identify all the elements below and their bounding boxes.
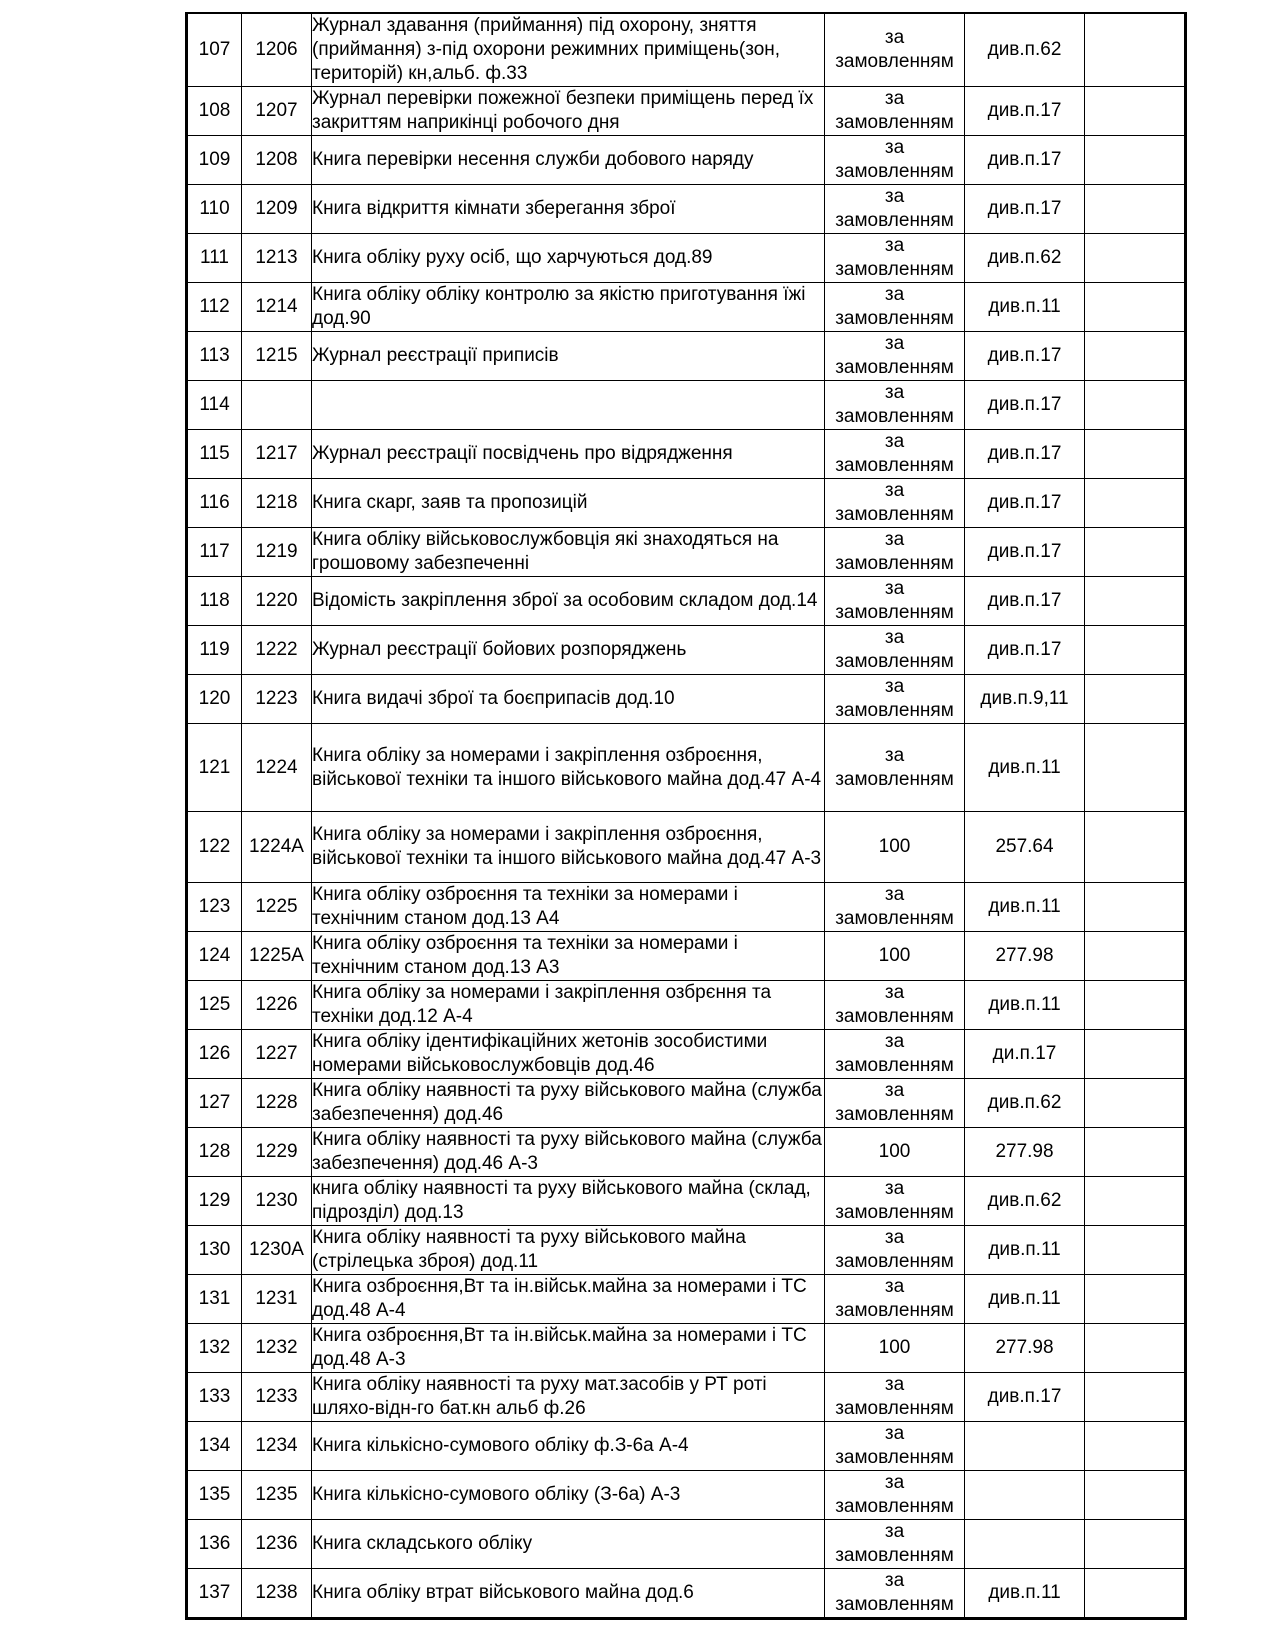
table-row <box>187 675 1186 724</box>
quantity-text: замовленням <box>835 406 954 427</box>
quantity-text: за <box>884 1472 905 1493</box>
form-code-cell: 1213 <box>242 234 312 283</box>
form-code-cell: 1229 <box>242 1128 312 1177</box>
row-number-cell: 131 <box>187 1275 242 1324</box>
note-cell <box>1085 430 1186 479</box>
quantity-text: 100 <box>878 836 911 857</box>
quantity-cell <box>825 1079 965 1128</box>
row-number-cell: 134 <box>187 1422 242 1471</box>
note-cell <box>1085 1226 1186 1275</box>
note-cell <box>1085 1520 1186 1569</box>
price-cell: див.п.11 <box>965 883 1085 932</box>
row-number-cell: 122 <box>187 812 242 883</box>
quantity-cell <box>825 87 965 136</box>
note-cell <box>1085 1324 1186 1373</box>
note-cell <box>1085 1373 1186 1422</box>
note-cell <box>1085 577 1186 626</box>
price-cell: див.п.62 <box>965 1079 1085 1128</box>
quantity-cell <box>825 1373 965 1422</box>
table-row <box>187 883 1186 932</box>
table-row <box>187 1520 1186 1569</box>
price-cell: 277.98 <box>965 932 1085 981</box>
form-code-cell: 1238 <box>242 1569 312 1619</box>
quantity-cell <box>825 528 965 577</box>
form-code-cell: 1227 <box>242 1030 312 1079</box>
quantity-cell <box>825 283 965 332</box>
form-code-cell: 1230 <box>242 1177 312 1226</box>
note-cell <box>1085 1177 1186 1226</box>
quantity-cell <box>825 1275 965 1324</box>
form-code-cell: 1208 <box>242 136 312 185</box>
form-name-cell: Книга обліку за номерами і закріплення озброєння, військової техніки та іншого військового майна дод.47 А-3 <box>312 812 825 883</box>
note-cell <box>1085 812 1186 883</box>
quantity-text: замовленням <box>835 1202 954 1223</box>
form-name-cell: Журнал здавання (приймання) під охорону, зняття (приймання) з-під охорони режимних приміщень(зон, територій) кн,альб. ф.33 <box>312 13 825 87</box>
price-cell: див.п.11 <box>965 1226 1085 1275</box>
quantity-cell <box>825 981 965 1030</box>
quantity-text: замовленням <box>835 1251 954 1272</box>
quantity-text: за <box>884 431 905 452</box>
table-row <box>187 932 1186 981</box>
table-row <box>187 1128 1186 1177</box>
form-name-cell: Журнал перевірки пожежної безпеки приміщень перед їх закриттям наприкінці робочого дня <box>312 87 825 136</box>
row-number-cell: 111 <box>187 234 242 283</box>
row-number-cell: 119 <box>187 626 242 675</box>
table-body <box>187 13 1186 1619</box>
note-cell <box>1085 1030 1186 1079</box>
form-code-cell: 1225А <box>242 932 312 981</box>
quantity-text: за <box>884 1423 905 1444</box>
form-code-cell: 1218 <box>242 479 312 528</box>
quantity-cell <box>825 577 965 626</box>
row-number-cell: 117 <box>187 528 242 577</box>
table-row <box>187 1422 1186 1471</box>
table-row <box>187 234 1186 283</box>
row-number-cell: 124 <box>187 932 242 981</box>
quantity-text: за <box>884 1276 905 1297</box>
price-cell: див.п.17 <box>965 381 1085 430</box>
note-cell <box>1085 528 1186 577</box>
quantity-text: 100 <box>878 1141 911 1162</box>
note-cell <box>1085 185 1186 234</box>
form-code-cell: 1220 <box>242 577 312 626</box>
quantity-text: за <box>884 744 905 766</box>
quantity-cell <box>825 185 965 234</box>
quantity-text: за <box>884 627 905 648</box>
form-name-cell: Книга обліку за номерами і закріплення озброєння, військової техніки та іншого військового майна дод.47 А-4 <box>312 724 825 812</box>
form-code-cell: 1232 <box>242 1324 312 1373</box>
row-number-cell: 125 <box>187 981 242 1030</box>
quantity-text: замовленням <box>835 768 954 790</box>
row-number-cell: 112 <box>187 283 242 332</box>
quantity-text: замовленням <box>835 210 954 231</box>
quantity-text: за <box>884 1374 905 1395</box>
quantity-text: за <box>884 1570 905 1591</box>
row-number-cell: 121 <box>187 724 242 812</box>
table-row <box>187 185 1186 234</box>
table-row <box>187 528 1186 577</box>
form-code-cell: 1209 <box>242 185 312 234</box>
note-cell <box>1085 1128 1186 1177</box>
quantity-text: замовленням <box>835 1594 954 1615</box>
price-cell: див.п.11 <box>965 1275 1085 1324</box>
note-cell <box>1085 283 1186 332</box>
table-row <box>187 1471 1186 1520</box>
price-cell: див.п.17 <box>965 136 1085 185</box>
table-row <box>187 13 1186 87</box>
form-name-cell: Журнал реєстрації посвідчень про відрядження <box>312 430 825 479</box>
form-name-cell: Книга кількісно-сумового обліку (З-6а) А-3 <box>312 1471 825 1520</box>
form-name-cell: Книга обліку військовослужбовція які знаходяться на грошовому забезпеченні <box>312 528 825 577</box>
price-cell: 277.98 <box>965 1324 1085 1373</box>
quantity-cell <box>825 1471 965 1520</box>
form-name-cell: Книга відкриття кімнати зберегання зброї <box>312 185 825 234</box>
quantity-cell <box>825 812 965 883</box>
note-cell <box>1085 332 1186 381</box>
row-number-cell: 115 <box>187 430 242 479</box>
note-cell <box>1085 932 1186 981</box>
form-name-cell: Книга скарг, заяв та пропозицій <box>312 479 825 528</box>
form-code-cell: 1234 <box>242 1422 312 1471</box>
quantity-text: замовленням <box>835 1104 954 1125</box>
price-cell: див.п.9,11 <box>965 675 1085 724</box>
price-cell: див.п.11 <box>965 724 1085 812</box>
form-name-cell: Книга озброєння,Вт та ін.військ.майна за номерами і ТС дод.48 А-3 <box>312 1324 825 1373</box>
quantity-text: замовленням <box>835 504 954 525</box>
table-row <box>187 1569 1186 1619</box>
note-cell <box>1085 1422 1186 1471</box>
quantity-cell <box>825 1324 965 1373</box>
quantity-cell <box>825 675 965 724</box>
form-code-cell: 1222 <box>242 626 312 675</box>
note-cell <box>1085 234 1186 283</box>
quantity-cell <box>825 724 965 812</box>
quantity-text: за <box>884 1227 905 1248</box>
row-number-cell: 126 <box>187 1030 242 1079</box>
quantity-cell <box>825 1128 965 1177</box>
quantity-text: за <box>884 235 905 256</box>
quantity-cell <box>825 234 965 283</box>
table-row <box>187 1324 1186 1373</box>
price-cell: див.п.62 <box>965 234 1085 283</box>
form-code-cell: 1224А <box>242 812 312 883</box>
price-cell: див.п.17 <box>965 332 1085 381</box>
form-name-cell: Книга обліку озброєння та техніки за номерами і технічним станом дод.13 А3 <box>312 932 825 981</box>
row-number-cell: 127 <box>187 1079 242 1128</box>
quantity-text: замовленням <box>835 1447 954 1468</box>
row-number-cell: 137 <box>187 1569 242 1619</box>
price-cell: ди.п.17 <box>965 1030 1085 1079</box>
form-name-cell <box>312 381 825 430</box>
note-cell <box>1085 13 1186 87</box>
quantity-cell <box>825 136 965 185</box>
form-name-cell: Книга видачі зброї та боєприпасів дод.10 <box>312 675 825 724</box>
note-cell <box>1085 883 1186 932</box>
row-number-cell: 132 <box>187 1324 242 1373</box>
note-cell <box>1085 626 1186 675</box>
form-code-cell: 1207 <box>242 87 312 136</box>
price-cell: див.п.17 <box>965 528 1085 577</box>
table-row <box>187 1275 1186 1324</box>
price-cell: див.п.17 <box>965 430 1085 479</box>
form-code-cell: 1226 <box>242 981 312 1030</box>
form-code-cell: 1235 <box>242 1471 312 1520</box>
quantity-text: замовленням <box>835 51 954 72</box>
price-cell: 257.64 <box>965 812 1085 883</box>
note-cell <box>1085 981 1186 1030</box>
quantity-text: 100 <box>878 945 911 966</box>
table-row <box>187 812 1186 883</box>
quantity-text: замовленням <box>835 553 954 574</box>
table-row <box>187 381 1186 430</box>
table-row <box>187 136 1186 185</box>
quantity-text: за <box>884 88 905 109</box>
row-number-cell: 135 <box>187 1471 242 1520</box>
quantity-text: замовленням <box>835 1545 954 1566</box>
note-cell <box>1085 1275 1186 1324</box>
row-number-cell: 128 <box>187 1128 242 1177</box>
note-cell <box>1085 87 1186 136</box>
quantity-text: за <box>884 1178 905 1199</box>
price-cell: див.п.11 <box>965 1569 1085 1619</box>
quantity-cell <box>825 332 965 381</box>
table-row <box>187 332 1186 381</box>
form-name-cell: Книга обліку ідентифікаційних жетонів зособистими номерами військовослужбовців дод.46 <box>312 1030 825 1079</box>
quantity-text: за <box>884 1031 905 1052</box>
note-cell <box>1085 136 1186 185</box>
table-row <box>187 1030 1186 1079</box>
row-number-cell: 116 <box>187 479 242 528</box>
form-name-cell: Книга обліку озброєння та техніки за номерами і технічним станом дод.13 А4 <box>312 883 825 932</box>
quantity-cell <box>825 1226 965 1275</box>
quantity-text: замовленням <box>835 161 954 182</box>
note-cell <box>1085 381 1186 430</box>
price-cell: див.п.17 <box>965 185 1085 234</box>
form-name-cell: Книга обліку за номерами і закріплення озбрєння та техніки дод.12 А-4 <box>312 981 825 1030</box>
form-code-cell: 1236 <box>242 1520 312 1569</box>
quantity-text: замовленням <box>835 602 954 623</box>
form-code-cell: 1214 <box>242 283 312 332</box>
row-number-cell: 133 <box>187 1373 242 1422</box>
quantity-cell <box>825 1422 965 1471</box>
quantity-text: замовленням <box>835 1055 954 1076</box>
quantity-text: замовленням <box>835 1398 954 1419</box>
quantity-text: за <box>884 333 905 354</box>
table-row <box>187 283 1186 332</box>
row-number-cell: 109 <box>187 136 242 185</box>
form-code-cell: 1231 <box>242 1275 312 1324</box>
table-row <box>187 1226 1186 1275</box>
quantity-cell <box>825 932 965 981</box>
row-number-cell: 118 <box>187 577 242 626</box>
quantity-text: за <box>884 1080 905 1101</box>
table-row <box>187 1079 1186 1128</box>
price-cell: 277.98 <box>965 1128 1085 1177</box>
form-name-cell: книга обліку наявності та руху військового майна (склад, підрозділ) дод.13 <box>312 1177 825 1226</box>
row-number-cell: 123 <box>187 883 242 932</box>
quantity-text: замовленням <box>835 259 954 280</box>
quantity-text: за <box>884 27 905 48</box>
note-cell <box>1085 479 1186 528</box>
form-name-cell: Книга складського обліку <box>312 1520 825 1569</box>
table-row <box>187 1373 1186 1422</box>
quantity-text: за <box>884 382 905 403</box>
price-cell: див.п.17 <box>965 577 1085 626</box>
row-number-cell: 136 <box>187 1520 242 1569</box>
quantity-text: за <box>884 284 905 305</box>
quantity-text: за <box>884 186 905 207</box>
quantity-text: за <box>884 529 905 550</box>
quantity-text: за <box>884 1521 905 1542</box>
note-cell <box>1085 1471 1186 1520</box>
form-name-cell: Журнал реєстрації бойових розпоряджень <box>312 626 825 675</box>
price-cell <box>965 1520 1085 1569</box>
form-name-cell: Книга обліку наявності та руху військового майна (служба забезпечення) дод.46 А-3 <box>312 1128 825 1177</box>
form-code-cell: 1223 <box>242 675 312 724</box>
form-code-cell: 1233 <box>242 1373 312 1422</box>
form-code-cell: 1215 <box>242 332 312 381</box>
quantity-text: замовленням <box>835 1300 954 1321</box>
form-code-cell: 1206 <box>242 13 312 87</box>
form-name-cell: Книга обліку наявності та руху військового майна (служба забезпечення) дод.46 <box>312 1079 825 1128</box>
quantity-text: за <box>884 676 905 697</box>
quantity-text: за <box>884 137 905 158</box>
form-name-cell: Книга перевірки несення служби добового наряду <box>312 136 825 185</box>
quantity-cell <box>825 430 965 479</box>
price-cell <box>965 1471 1085 1520</box>
quantity-text: замовленням <box>835 455 954 476</box>
quantity-text: замовленням <box>835 308 954 329</box>
quantity-text: за <box>884 480 905 501</box>
table-row <box>187 87 1186 136</box>
form-name-cell: Книга обліку наявності та руху військового майна (стрілецька зброя) дод.11 <box>312 1226 825 1275</box>
quantity-text: замовленням <box>835 1496 954 1517</box>
price-cell: див.п.62 <box>965 13 1085 87</box>
quantity-cell <box>825 381 965 430</box>
table-row <box>187 577 1186 626</box>
table-row <box>187 1177 1186 1226</box>
row-number-cell: 114 <box>187 381 242 430</box>
table-row <box>187 430 1186 479</box>
price-cell: див.п.17 <box>965 1373 1085 1422</box>
note-cell <box>1085 675 1186 724</box>
price-cell: див.п.11 <box>965 981 1085 1030</box>
form-name-cell: Відомість закріплення зброї за особовим складом дод.14 <box>312 577 825 626</box>
quantity-cell <box>825 13 965 87</box>
form-name-cell: Книга обліку обліку контролю за якістю приготування їжі дод.90 <box>312 283 825 332</box>
quantity-text: за <box>884 578 905 599</box>
table-row <box>187 479 1186 528</box>
quantity-cell <box>825 626 965 675</box>
quantity-cell <box>825 1177 965 1226</box>
note-cell <box>1085 1569 1186 1619</box>
quantity-cell <box>825 1030 965 1079</box>
quantity-text: за <box>884 982 905 1003</box>
form-name-cell: Книга кількісно-сумового обліку ф.З-6а А-4 <box>312 1422 825 1471</box>
row-number-cell: 108 <box>187 87 242 136</box>
form-code-cell <box>242 381 312 430</box>
row-number-cell: 113 <box>187 332 242 381</box>
table-row <box>187 724 1186 812</box>
quantity-text: замовленням <box>835 700 954 721</box>
form-name-cell: Книга обліку наявності та руху мат.засобів у РТ роті шляхо-відн-го бат.кн альб ф.26 <box>312 1373 825 1422</box>
quantity-text: замовленням <box>835 651 954 672</box>
form-code-cell: 1219 <box>242 528 312 577</box>
form-code-cell: 1228 <box>242 1079 312 1128</box>
quantity-text: за <box>884 884 905 905</box>
quantity-text: замовленням <box>835 112 954 133</box>
forms-catalog-table <box>185 12 1187 1620</box>
quantity-text: замовленням <box>835 908 954 929</box>
note-cell <box>1085 724 1186 812</box>
table-row <box>187 981 1186 1030</box>
table-row <box>187 626 1186 675</box>
quantity-text: замовленням <box>835 1006 954 1027</box>
form-name-cell: Книга обліку втрат військового майна дод.6 <box>312 1569 825 1619</box>
price-cell <box>965 1422 1085 1471</box>
form-name-cell: Книга озброєння,Вт та ін.військ.майна за номерами і ТС дод.48 А-4 <box>312 1275 825 1324</box>
form-name-cell: Книга обліку руху осіб, що харчуються дод.89 <box>312 234 825 283</box>
quantity-cell <box>825 479 965 528</box>
price-cell: див.п.17 <box>965 87 1085 136</box>
quantity-cell <box>825 883 965 932</box>
form-code-cell: 1217 <box>242 430 312 479</box>
row-number-cell: 130 <box>187 1226 242 1275</box>
row-number-cell: 120 <box>187 675 242 724</box>
form-code-cell: 1225 <box>242 883 312 932</box>
form-code-cell: 1224 <box>242 724 312 812</box>
row-number-cell: 107 <box>187 13 242 87</box>
row-number-cell: 110 <box>187 185 242 234</box>
quantity-cell <box>825 1569 965 1619</box>
price-cell: див.п.17 <box>965 626 1085 675</box>
price-cell: див.п.11 <box>965 283 1085 332</box>
quantity-text: 100 <box>878 1337 911 1358</box>
quantity-text: замовленням <box>835 357 954 378</box>
row-number-cell: 129 <box>187 1177 242 1226</box>
form-name-cell: Журнал реєстрації приписів <box>312 332 825 381</box>
price-cell: див.п.17 <box>965 479 1085 528</box>
quantity-cell <box>825 1520 965 1569</box>
note-cell <box>1085 1079 1186 1128</box>
form-code-cell: 1230А <box>242 1226 312 1275</box>
price-cell: див.п.62 <box>965 1177 1085 1226</box>
